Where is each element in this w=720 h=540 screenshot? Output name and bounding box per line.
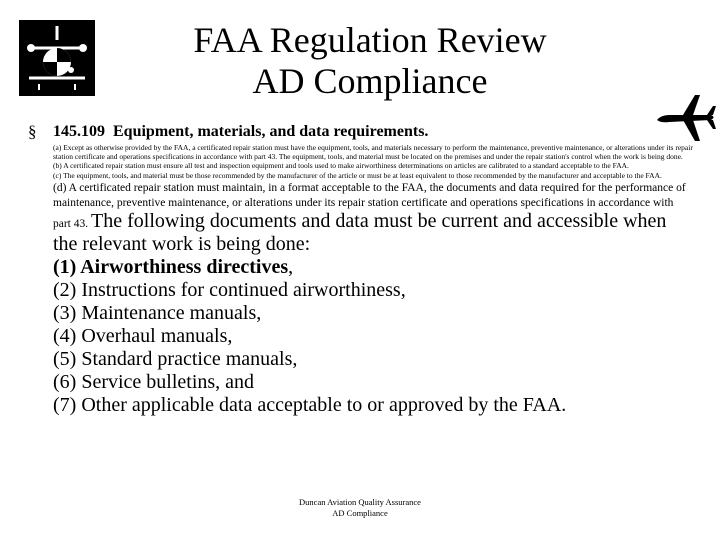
duncan-aviation-logo-icon xyxy=(19,20,95,96)
section-bullet: § xyxy=(28,122,37,141)
list-item xyxy=(53,256,693,279)
paragraph-d xyxy=(53,181,693,256)
footer-line-2: AD Compliance xyxy=(332,508,388,518)
slide-title xyxy=(120,20,620,102)
title-line-1: FAA Regulation Review xyxy=(193,20,547,60)
list-item: (7) Other applicable data acceptable to or approved by the FAA. xyxy=(53,394,567,417)
paragraph-c: (c) The equipment, tools, and material must be those recommended by the manufacturer of the article or must be at least equivalent to those recommended by the manufacturer and acceptable to the FAA. xyxy=(53,170,662,180)
paragraph-b: (b) A certificated repair station must ensure all test and inspection equipment and tools used to make airworthiness determinations on articles are calibrated to a standard acceptable to the FAA. xyxy=(53,161,629,171)
list-item-text: (1) Airworthiness directives xyxy=(53,256,289,279)
list-item: (3) Maintenance manuals, xyxy=(53,302,262,325)
paragraph-d-lead: The following documents and data must be current and accessible when the relevant work is being done: xyxy=(53,210,667,256)
list-item-suffix: , xyxy=(288,256,294,279)
list-item: (2) Instructions for continued airworthiness, xyxy=(53,279,406,302)
list-item: (6) Service bulletins, and xyxy=(53,371,255,394)
paragraph-d-text: (d) A certificated repair station must maintain, in a format acceptable to the FAA, the documents and data required for the performance of maintenance, preventive maintenance, or alterations under its repair station certificate and operations specifications in accordance with part 43. xyxy=(53,182,686,231)
section-content xyxy=(53,122,693,417)
slide-footer xyxy=(0,497,720,519)
list-item: (4) Overhaul manuals, xyxy=(53,325,233,348)
documents-list xyxy=(53,256,693,417)
paragraph-a: (a) Except as otherwise provided by the FAA, a certificated repair station must have the equipment, tools, and materials necessary to perform the maintenance, preventive maintenance, or alterations under its repair station certificate and operations specifications in accordance with part 43. The equipment, tools, and material must be located on the premises and under the repair station's control when the work is being done. xyxy=(53,143,693,161)
section-heading xyxy=(53,122,693,142)
title-line-2: AD Compliance xyxy=(252,61,488,101)
section-heading-text: Equipment, materials, and data requirements. xyxy=(113,123,429,140)
footer-line-1: Duncan Aviation Quality Assurance xyxy=(299,497,421,507)
section-number: 145.109 xyxy=(53,123,105,140)
list-item: (5) Standard practice manuals, xyxy=(53,348,298,371)
